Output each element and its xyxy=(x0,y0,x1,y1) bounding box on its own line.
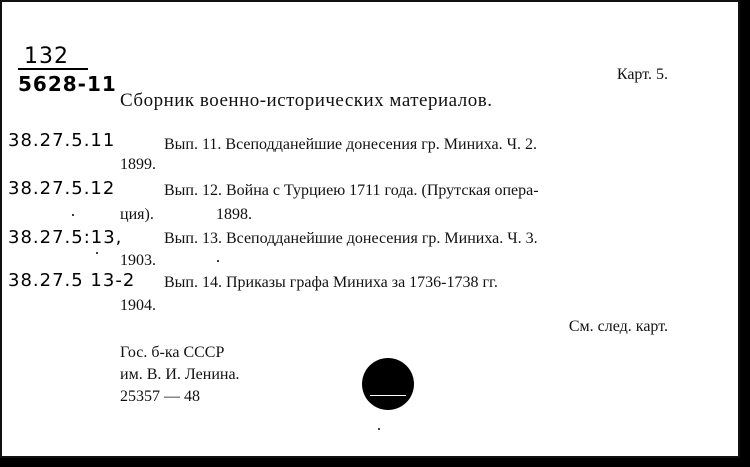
entry-text: Вып. 11. Всеподданейшие донесения гр. Миниха. Ч. 2. xyxy=(164,136,538,153)
ink-speck xyxy=(217,260,219,262)
call-number: 38.27.5.12 xyxy=(8,178,116,199)
entry-text: Вып. 12. Война с Турциею 1711 года. (Прутская опера- xyxy=(164,182,539,199)
shelfmark-divider xyxy=(18,68,88,70)
entry-year: 1904. xyxy=(120,297,156,314)
entry-text: Вып. 14. Приказы графа Миниха за 1736-1738 гг. xyxy=(164,274,498,291)
see-next-card: См. след. карт. xyxy=(568,318,668,335)
entry-year: 1899. xyxy=(120,156,156,173)
entry-continuation: ция). xyxy=(120,206,154,223)
entry-text: Вып. 13. Всеподданейшие донесения гр. Миниха. Ч. 3. xyxy=(164,230,538,247)
entry-year: 1903. xyxy=(120,252,156,269)
accession-number: 25357 — 48 xyxy=(120,388,200,405)
shelfmark-bottom: 5628-11 xyxy=(18,72,117,96)
ink-speck xyxy=(96,252,98,254)
punch-hole xyxy=(362,358,414,410)
call-number: 38.27.5 13-2 xyxy=(8,270,136,291)
shelfmark-top: 132 xyxy=(24,44,69,69)
ink-speck xyxy=(378,428,380,430)
call-number: 38.27.5.11 xyxy=(8,130,116,151)
library-line-1: Гос. б-ка СССР xyxy=(120,344,225,361)
ink-speck xyxy=(72,214,74,216)
card-number: Карт. 5. xyxy=(616,66,668,83)
punch-hole-mark xyxy=(370,395,406,396)
entry-year: 1898. xyxy=(216,206,252,223)
collection-title: Сборник военно-исторических материалов. xyxy=(120,90,493,111)
call-number: 38.27.5:13, xyxy=(8,227,123,248)
library-line-2: им. В. И. Ленина. xyxy=(120,366,240,383)
